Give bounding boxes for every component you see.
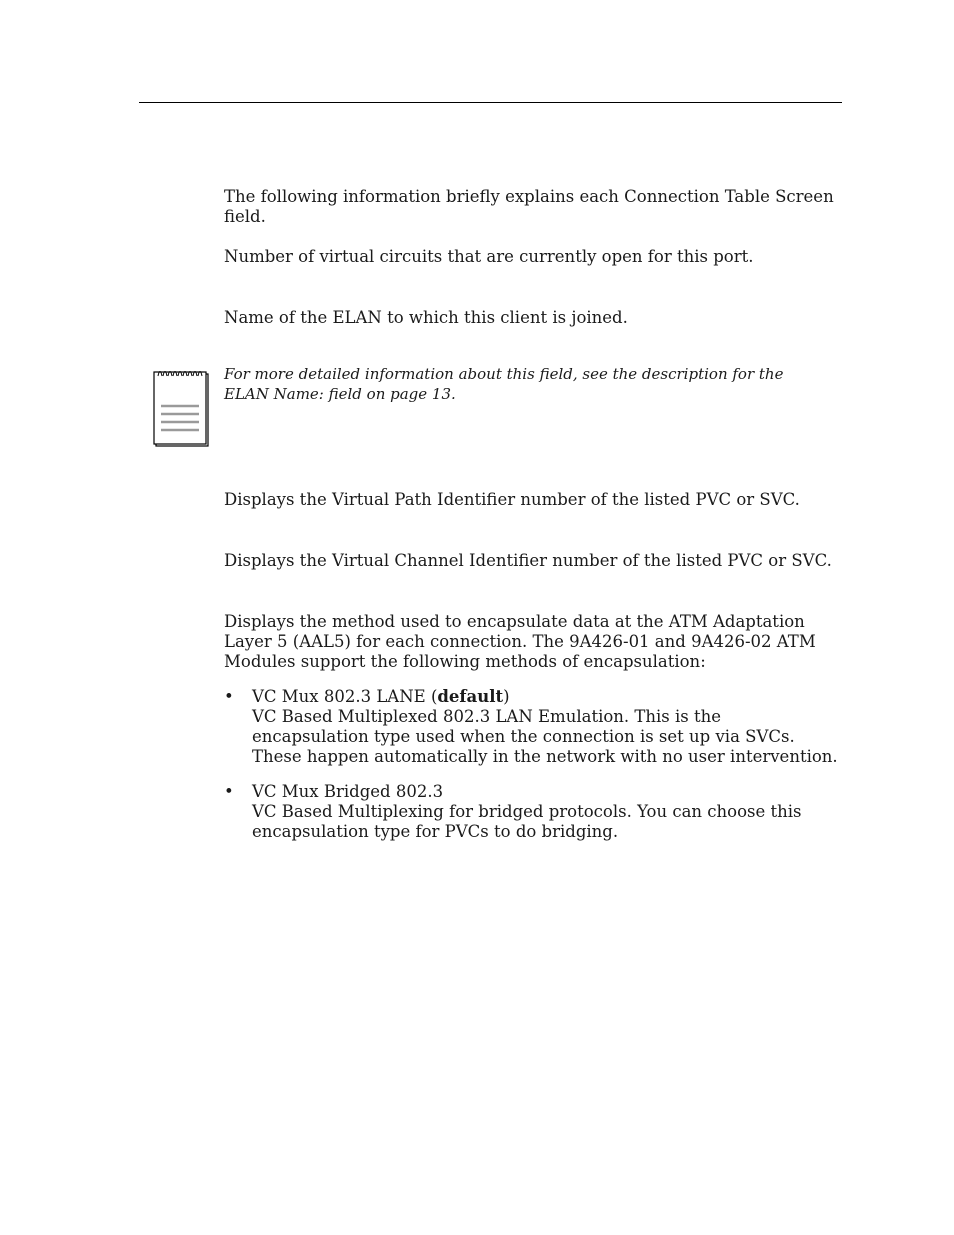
notepad-icon (151, 364, 213, 450)
header-rule (139, 102, 842, 103)
list-item (224, 782, 838, 842)
note-text: For more detailed information about this field, see the description for the ELAN Name: field on page 13. (224, 365, 784, 403)
method-description: VC Based Multiplexing for bridged protocols. You can choose this encapsulation type for PVCs to do bridging. (252, 802, 802, 841)
field-description-elan-name: Name of the ELAN to which this client is joined. (224, 308, 628, 327)
method-name: VC Mux 802.3 LANE (default) (252, 687, 510, 706)
field-description-vci: Displays the Virtual Channel Identifier number of the listed PVC or SVC. (224, 551, 832, 570)
field-description-encapsulation: Displays the method used to encapsulate data at the ATM Adaptation Layer 5 (AAL5) for each connection. The 9A426-01 and 9A426-02 ATM Modules support the following methods of encapsulation: (224, 612, 816, 671)
intro-text: The following information briefly explains each Connection Table Screen field. (224, 187, 834, 226)
encapsulation-methods-list (224, 687, 838, 842)
field-description-vpi: Displays the Virtual Path Identifier number of the listed PVC or SVC. (224, 490, 800, 509)
bullet-mark: • (224, 687, 234, 706)
method-name: VC Mux Bridged 802.3 (252, 782, 444, 801)
field-description-vc-count: Number of virtual circuits that are currently open for this port. (224, 247, 754, 266)
list-item (224, 687, 838, 767)
bullet-mark: • (224, 782, 234, 801)
default-label: default (437, 687, 504, 706)
method-description: VC Based Multiplexed 802.3 LAN Emulation. This is the encapsulation type used when the connection is set up via SVCs. These happen automatically in the network with no user intervention. (252, 707, 838, 766)
